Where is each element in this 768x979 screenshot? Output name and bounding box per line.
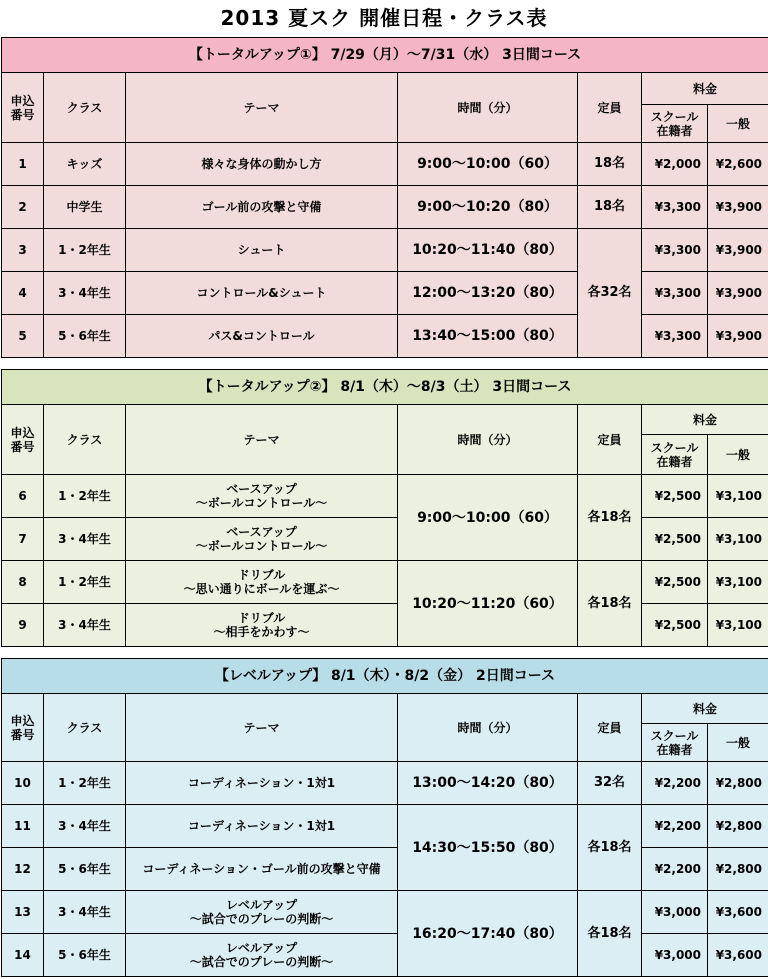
table-row (2, 272, 768, 315)
row-no: 6 (2, 475, 44, 518)
table-row (2, 805, 768, 848)
row-theme: 様々な身体の動かし方 (126, 143, 398, 186)
row-fee-general: ¥3,100 (708, 604, 768, 647)
row-fee-general: ¥2,600 (708, 143, 768, 186)
row-theme: シュート (126, 229, 398, 272)
row-class: 1・2年生 (44, 229, 126, 272)
row-time: 10:20～11:20（60） (398, 561, 578, 647)
header-no: 申込 番号 (2, 405, 44, 475)
row-no: 12 (2, 848, 44, 891)
row-theme: コーディネーション・ゴール前の攻撃と守備 (126, 848, 398, 891)
row-fee-school: ¥3,000 (642, 934, 708, 977)
header-no: 申込 番号 (2, 73, 44, 143)
row-time: 14:30～15:50（80） (398, 805, 578, 891)
row-no: 1 (2, 143, 44, 186)
row-fee-general: ¥3,900 (708, 272, 768, 315)
row-fee-general: ¥3,100 (708, 518, 768, 561)
row-capacity: 32名 (578, 762, 642, 805)
header-theme: テーマ (126, 405, 398, 475)
header-theme: テーマ (126, 694, 398, 762)
table-row (2, 934, 768, 977)
row-theme: コーディネーション・1対1 (126, 805, 398, 848)
row-theme: パス&コントロール (126, 315, 398, 358)
row-fee-school: ¥2,500 (642, 604, 708, 647)
row-theme: ドリブル ～相手をかわす～ (126, 604, 398, 647)
row-time: 9:00～10:20（80） (398, 186, 578, 229)
row-fee-general: ¥3,100 (708, 475, 768, 518)
section-total-up-1 (1, 37, 768, 358)
row-fee-general: ¥3,900 (708, 186, 768, 229)
header-fee: 料金 (642, 694, 768, 724)
schedule-table (1, 37, 768, 358)
header-fee: 料金 (642, 405, 768, 435)
header-school: スクール 在籍者 (642, 435, 708, 475)
row-time: 12:00～13:20（80） (398, 272, 578, 315)
header-time: 時間（分） (398, 694, 578, 762)
row-time: 9:00～10:00（60） (398, 475, 578, 561)
table-row (2, 518, 768, 561)
table-row (2, 762, 768, 805)
row-class: 1・2年生 (44, 475, 126, 518)
row-fee-school: ¥3,300 (642, 272, 708, 315)
header-fee: 料金 (642, 73, 768, 105)
header-class: クラス (44, 73, 126, 143)
header-no: 申込 番号 (2, 694, 44, 762)
row-class: 3・4年生 (44, 272, 126, 315)
header-school: スクール 在籍者 (642, 724, 708, 762)
row-class: 中学生 (44, 186, 126, 229)
row-class: 3・4年生 (44, 891, 126, 934)
section-total-up-2 (1, 369, 768, 647)
table-row (2, 143, 768, 186)
header-time: 時間（分） (398, 73, 578, 143)
section-banner: 【トータルアップ②】 8/1（木）～8/3（土） 3日間コース (2, 370, 768, 405)
header-time: 時間（分） (398, 405, 578, 475)
row-theme: ベースアップ ～ボールコントロール～ (126, 475, 398, 518)
row-capacity: 各32名 (578, 229, 642, 358)
row-no: 4 (2, 272, 44, 315)
row-theme: コーディネーション・1対1 (126, 762, 398, 805)
row-no: 3 (2, 229, 44, 272)
table-row (2, 475, 768, 518)
row-capacity: 18名 (578, 143, 642, 186)
row-fee-school: ¥3,300 (642, 315, 708, 358)
row-time: 10:20～11:40（80） (398, 229, 578, 272)
row-fee-general: ¥3,900 (708, 229, 768, 272)
row-no: 10 (2, 762, 44, 805)
header-school: スクール 在籍者 (642, 105, 708, 143)
table-row (2, 891, 768, 934)
section-banner: 【トータルアップ①】 7/29（月）～7/31（水） 3日間コース (2, 38, 768, 73)
row-fee-general: ¥3,600 (708, 934, 768, 977)
row-fee-school: ¥2,200 (642, 848, 708, 891)
row-theme: コントロール&シュート (126, 272, 398, 315)
header-general: 一般 (708, 724, 768, 762)
row-fee-school: ¥2,200 (642, 805, 708, 848)
row-no: 13 (2, 891, 44, 934)
schedule-table (1, 369, 768, 647)
row-class: キッズ (44, 143, 126, 186)
header-capacity: 定員 (578, 73, 642, 143)
row-fee-school: ¥2,000 (642, 143, 708, 186)
row-class: 5・6年生 (44, 934, 126, 977)
row-time: 16:20～17:40（80） (398, 891, 578, 977)
schedule-table (1, 658, 768, 977)
header-theme: テーマ (126, 73, 398, 143)
row-fee-school: ¥3,300 (642, 229, 708, 272)
page-title: 2013 夏スク 開催日程・クラス表 (220, 6, 548, 30)
row-fee-school: ¥2,500 (642, 561, 708, 604)
row-capacity: 各18名 (578, 805, 642, 891)
table-row (2, 229, 768, 272)
header-general: 一般 (708, 105, 768, 143)
row-capacity: 18名 (578, 186, 642, 229)
header-capacity: 定員 (578, 405, 642, 475)
section-level-up (1, 658, 768, 977)
row-time: 13:00～14:20（80） (398, 762, 578, 805)
table-row (2, 604, 768, 647)
row-no: 9 (2, 604, 44, 647)
row-fee-school: ¥2,500 (642, 518, 708, 561)
row-capacity: 各18名 (578, 561, 642, 647)
row-fee-general: ¥2,800 (708, 805, 768, 848)
row-fee-general: ¥2,800 (708, 848, 768, 891)
row-no: 14 (2, 934, 44, 977)
table-row (2, 186, 768, 229)
row-no: 2 (2, 186, 44, 229)
row-theme: ドリブル ～思い通りにボールを運ぶ～ (126, 561, 398, 604)
row-class: 3・4年生 (44, 604, 126, 647)
header-general: 一般 (708, 435, 768, 475)
row-class: 1・2年生 (44, 561, 126, 604)
row-class: 5・6年生 (44, 315, 126, 358)
row-fee-school: ¥2,500 (642, 475, 708, 518)
row-fee-school: ¥3,300 (642, 186, 708, 229)
table-row (2, 315, 768, 358)
row-class: 3・4年生 (44, 805, 126, 848)
row-time: 9:00～10:00（60） (398, 143, 578, 186)
header-class: クラス (44, 694, 126, 762)
row-theme: ベースアップ ～ボールコントロール～ (126, 518, 398, 561)
header-capacity: 定員 (578, 694, 642, 762)
row-class: 1・2年生 (44, 762, 126, 805)
row-fee-general: ¥3,100 (708, 561, 768, 604)
row-class: 5・6年生 (44, 848, 126, 891)
row-no: 11 (2, 805, 44, 848)
row-capacity: 各18名 (578, 475, 642, 561)
header-class: クラス (44, 405, 126, 475)
row-fee-school: ¥3,000 (642, 891, 708, 934)
row-fee-general: ¥2,800 (708, 762, 768, 805)
row-time: 13:40～15:00（80） (398, 315, 578, 358)
section-banner: 【レベルアップ】 8/1（木）・8/2（金） 2日間コース (2, 659, 768, 694)
row-theme: レベルアップ ～試合でのプレーの判断～ (126, 934, 398, 977)
row-fee-general: ¥3,900 (708, 315, 768, 358)
table-row (2, 561, 768, 604)
row-no: 5 (2, 315, 44, 358)
row-fee-general: ¥3,600 (708, 891, 768, 934)
row-fee-school: ¥2,200 (642, 762, 708, 805)
table-row (2, 848, 768, 891)
row-theme: ゴール前の攻撃と守備 (126, 186, 398, 229)
row-capacity: 各18名 (578, 891, 642, 977)
row-theme: レベルアップ ～試合でのプレーの判断～ (126, 891, 398, 934)
row-no: 8 (2, 561, 44, 604)
row-no: 7 (2, 518, 44, 561)
row-class: 3・4年生 (44, 518, 126, 561)
